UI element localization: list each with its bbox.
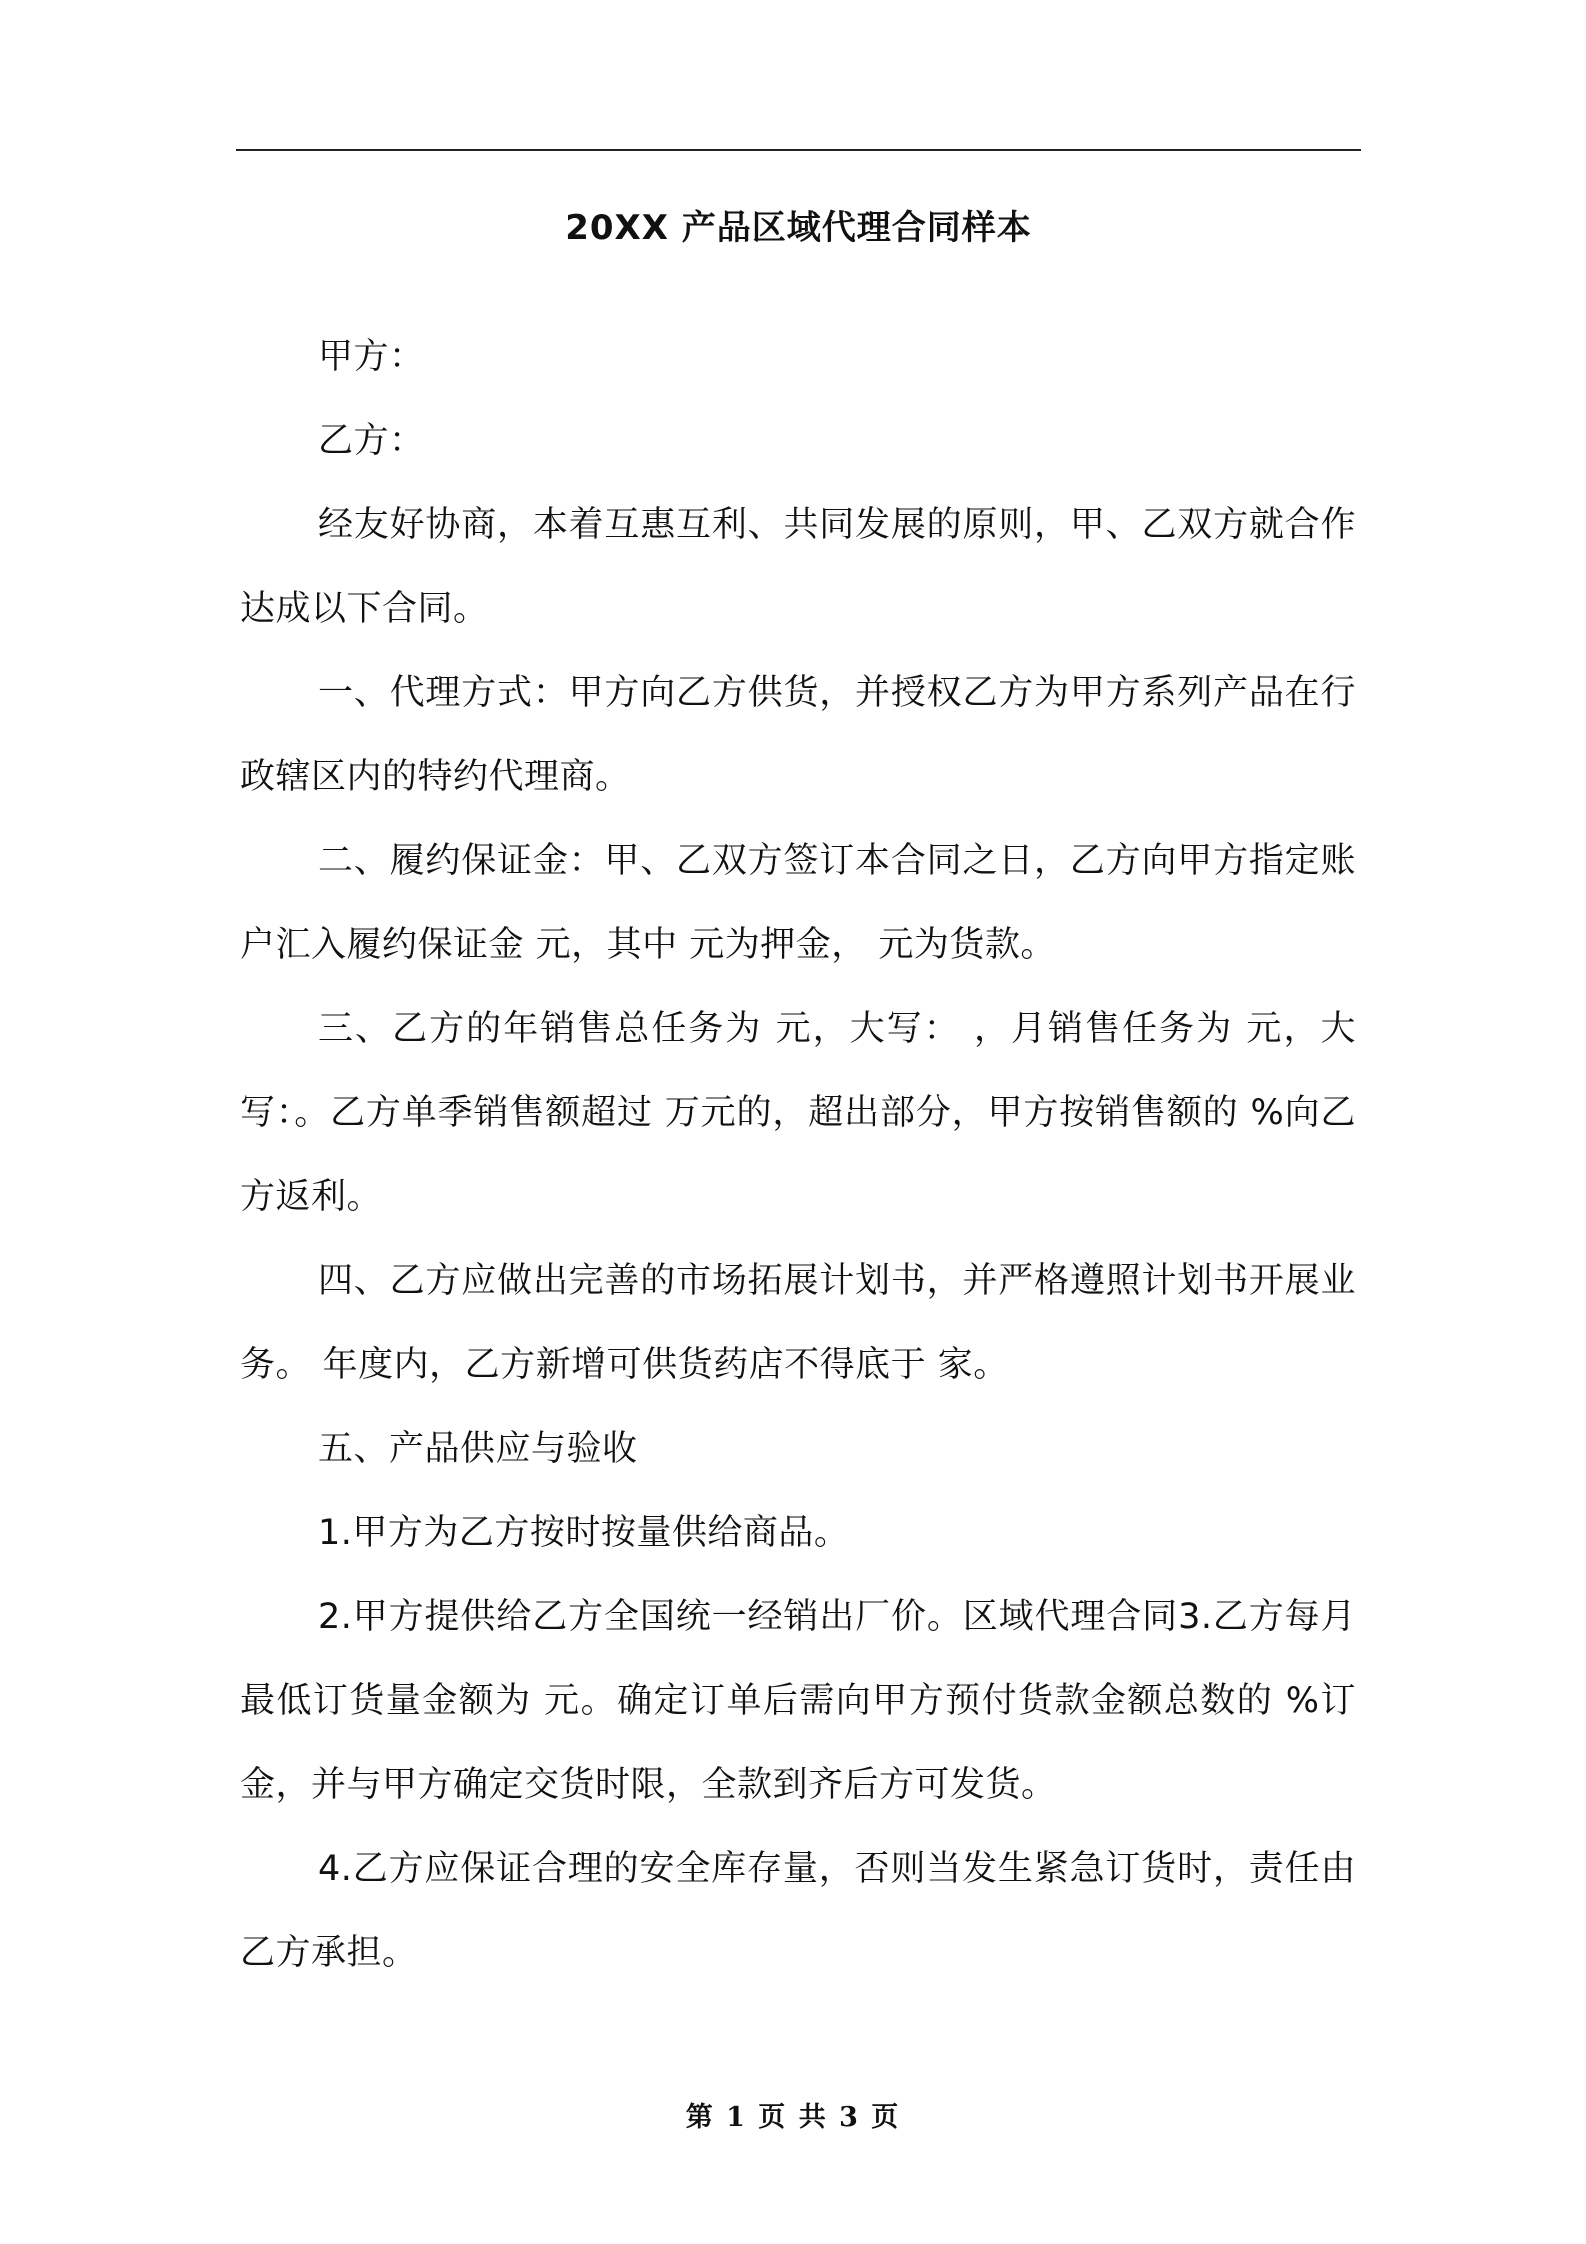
preamble-paragraph: 经友好协商，本着互惠互利、共同发展的原则，甲、乙双方就合作达成以下合同。 <box>240 505 1356 629</box>
clause-5-heading: 五、产品供应与验收 <box>318 1429 638 1469</box>
clause-4-market-plan: 四、乙方应做出完善的市场拓展计划书，并严格遵照计划书开展业务。 年度内，乙方新增可供货药店不得底于 家。 <box>240 1261 1356 1385</box>
party-a-line: 甲方： <box>318 337 425 377</box>
clause-5-item-2: 2.甲方提供给乙方全国统一经销出厂价。区域代理合同3.乙方每月最低订货量金额为 元。确定订单后需向甲方预付货款金额总数的 %订金，并与甲方确定交货时限，全款到齐后方可发货。 <box>240 1597 1356 1805</box>
clause-2-performance-bond: 二、履约保证金：甲、乙双方签订本合同之日，乙方向甲方指定账户汇入履约保证金 元，其中 元为押金， 元为货款。 <box>240 841 1356 965</box>
header-rule <box>236 149 1361 151</box>
party-b-line: 乙方： <box>318 421 425 461</box>
clause-1-agency-method: 一、代理方式：甲方向乙方供货，并授权乙方为甲方系列产品在行政辖区内的特约代理商。 <box>240 673 1356 797</box>
clause-5-item-1: 1.甲方为乙方按时按量供给商品。 <box>318 1513 850 1553</box>
page-indicator: 第 1 页 共 3 页 <box>685 2102 901 2133</box>
clause-3-sales-targets: 三、乙方的年销售总任务为 元，大写： ，月销售任务为 元，大写：。乙方单季销售额超过 万元的，超出部分，甲方按销售额的 %向乙方返利。 <box>240 1009 1356 1217</box>
document-title: 20XX 产品区域代理合同样本 <box>565 208 1032 248</box>
document-body <box>240 315 1356 1995</box>
clause-5-item-4: 4.乙方应保证合理的安全库存量，否则当发生紧急订货时，责任由乙方承担。 <box>240 1849 1356 1973</box>
